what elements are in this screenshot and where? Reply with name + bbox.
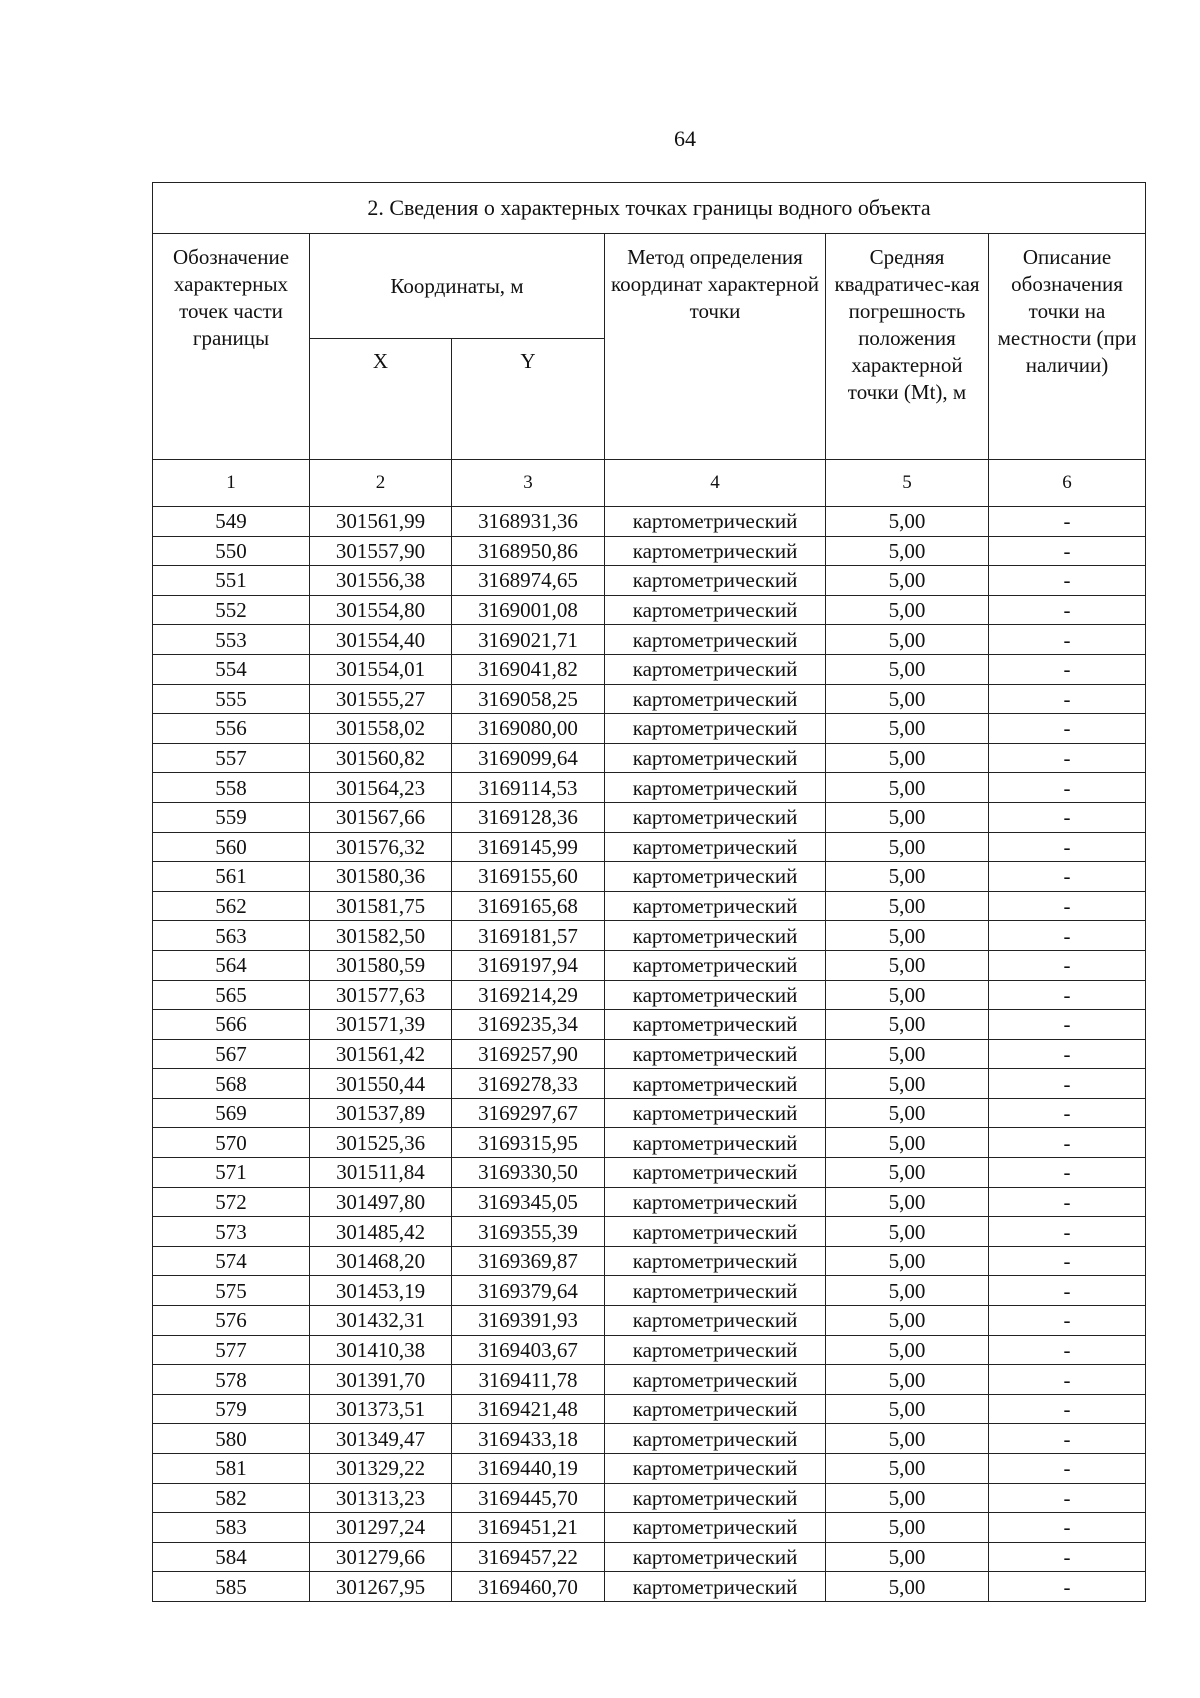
column-number: 3 [452,460,605,507]
cell-x: 301373,51 [310,1394,452,1424]
cell-point: 566 [153,1010,310,1040]
cell-y: 3169391,93 [452,1306,605,1336]
cell-method: картометрический [605,654,826,684]
cell-description: - [989,1039,1146,1069]
cell-method: картометрический [605,507,826,537]
cell-error: 5,00 [826,980,989,1010]
cell-error: 5,00 [826,1483,989,1513]
cell-method: картометрический [605,1424,826,1454]
cell-point: 572 [153,1187,310,1217]
table-row [153,654,1146,684]
cell-y: 3169330,50 [452,1158,605,1188]
cell-x: 301349,47 [310,1424,452,1454]
table-row [153,507,1146,537]
cell-x: 301267,95 [310,1572,452,1602]
cell-method: картометрический [605,832,826,862]
cell-description: - [989,1542,1146,1572]
table-row [153,921,1146,951]
header-method: Метод определения координат характерной точки [605,234,826,460]
cell-error: 5,00 [826,1365,989,1395]
cell-error: 5,00 [826,507,989,537]
cell-description: - [989,1098,1146,1128]
cell-description: - [989,862,1146,892]
table-row [153,1187,1146,1217]
table-row [153,1276,1146,1306]
cell-y: 3169021,71 [452,625,605,655]
cell-x: 301567,66 [310,802,452,832]
cell-x: 301550,44 [310,1069,452,1099]
cell-x: 301560,82 [310,743,452,773]
cell-y: 3169128,36 [452,802,605,832]
cell-y: 3168950,86 [452,536,605,566]
cell-y: 3169345,05 [452,1187,605,1217]
cell-x: 301561,42 [310,1039,452,1069]
cell-point: 575 [153,1276,310,1306]
cell-point: 563 [153,921,310,951]
table-row [153,1158,1146,1188]
cell-error: 5,00 [826,1424,989,1454]
table-row [153,1483,1146,1513]
table-row [153,950,1146,980]
cell-point: 581 [153,1454,310,1484]
cell-x: 301571,39 [310,1010,452,1040]
table-row [153,536,1146,566]
cell-y: 3169145,99 [452,832,605,862]
cell-y: 3169369,87 [452,1246,605,1276]
cell-point: 551 [153,566,310,596]
cell-x: 301453,19 [310,1276,452,1306]
cell-description: - [989,1335,1146,1365]
cell-y: 3169355,39 [452,1217,605,1247]
cell-method: картометрический [605,1276,826,1306]
table-row [153,832,1146,862]
column-number: 2 [310,460,452,507]
column-number: 1 [153,460,310,507]
cell-x: 301391,70 [310,1365,452,1395]
cell-point: 560 [153,832,310,862]
cell-point: 567 [153,1039,310,1069]
cell-error: 5,00 [826,1010,989,1040]
cell-point: 565 [153,980,310,1010]
cell-y: 3169315,95 [452,1128,605,1158]
cell-point: 564 [153,950,310,980]
cell-error: 5,00 [826,773,989,803]
cell-y: 3169197,94 [452,950,605,980]
cell-x: 301576,32 [310,832,452,862]
cell-error: 5,00 [826,1039,989,1069]
table-body [153,507,1146,1602]
cell-error: 5,00 [826,1335,989,1365]
cell-description: - [989,536,1146,566]
cell-method: картометрический [605,773,826,803]
cell-x: 301581,75 [310,891,452,921]
cell-method: картометрический [605,684,826,714]
cell-method: картометрический [605,1306,826,1336]
cell-point: 558 [153,773,310,803]
cell-point: 573 [153,1217,310,1247]
cell-x: 301525,36 [310,1128,452,1158]
cell-description: - [989,1128,1146,1158]
cell-x: 301582,50 [310,921,452,951]
cell-point: 568 [153,1069,310,1099]
cell-point: 576 [153,1306,310,1336]
cell-y: 3169379,64 [452,1276,605,1306]
cell-x: 301313,23 [310,1483,452,1513]
cell-x: 301279,66 [310,1542,452,1572]
cell-error: 5,00 [826,654,989,684]
cell-method: картометрический [605,1069,826,1099]
cell-point: 554 [153,654,310,684]
page-number: 64 [674,126,696,151]
cell-error: 5,00 [826,1158,989,1188]
cell-x: 301554,40 [310,625,452,655]
table-row [153,1542,1146,1572]
table-row [153,1069,1146,1099]
cell-x: 301485,42 [310,1217,452,1247]
cell-error: 5,00 [826,950,989,980]
cell-error: 5,00 [826,1098,989,1128]
cell-description: - [989,625,1146,655]
cell-y: 3169041,82 [452,654,605,684]
cell-description: - [989,595,1146,625]
cell-error: 5,00 [826,595,989,625]
cell-point: 585 [153,1572,310,1602]
cell-description: - [989,1365,1146,1395]
cell-method: картометрический [605,1572,826,1602]
table-row [153,1010,1146,1040]
cell-y: 3169235,34 [452,1010,605,1040]
table-row [153,1513,1146,1543]
cell-description: - [989,1069,1146,1099]
cell-error: 5,00 [826,891,989,921]
cell-method: картометрический [605,595,826,625]
cell-point: 574 [153,1246,310,1276]
table-title: 2. Сведения о характерных точках границы водного объекта [153,183,1146,234]
cell-method: картометрический [605,1128,826,1158]
cell-description: - [989,1217,1146,1247]
cell-description: - [989,1424,1146,1454]
cell-point: 579 [153,1394,310,1424]
cell-x: 301555,27 [310,684,452,714]
cell-method: картометрический [605,802,826,832]
cell-error: 5,00 [826,1069,989,1099]
table-row [153,891,1146,921]
cell-y: 3169114,53 [452,773,605,803]
cell-method: картометрический [605,1513,826,1543]
cell-point: 549 [153,507,310,537]
cell-error: 5,00 [826,1128,989,1158]
cell-x: 301557,90 [310,536,452,566]
cell-error: 5,00 [826,1217,989,1247]
cell-x: 301468,20 [310,1246,452,1276]
cell-point: 584 [153,1542,310,1572]
cell-description: - [989,1306,1146,1336]
table-row [153,1246,1146,1276]
cell-x: 301537,89 [310,1098,452,1128]
cell-error: 5,00 [826,743,989,773]
cell-point: 582 [153,1483,310,1513]
cell-x: 301554,01 [310,654,452,684]
cell-y: 3169445,70 [452,1483,605,1513]
cell-x: 301580,59 [310,950,452,980]
cell-y: 3169181,57 [452,921,605,951]
cell-y: 3169278,33 [452,1069,605,1099]
cell-error: 5,00 [826,1394,989,1424]
cell-point: 569 [153,1098,310,1128]
column-numbers-row [153,460,1146,507]
cell-point: 550 [153,536,310,566]
cell-x: 301554,80 [310,595,452,625]
column-number: 5 [826,460,989,507]
cell-error: 5,00 [826,1306,989,1336]
cell-point: 571 [153,1158,310,1188]
cell-method: картометрический [605,980,826,1010]
cell-method: картометрический [605,1365,826,1395]
cell-error: 5,00 [826,1276,989,1306]
table-row [153,1424,1146,1454]
cell-y: 3169421,48 [452,1394,605,1424]
cell-point: 559 [153,802,310,832]
cell-error: 5,00 [826,1542,989,1572]
cell-method: картометрический [605,625,826,655]
cell-y: 3169411,78 [452,1365,605,1395]
table-row [153,1394,1146,1424]
cell-method: картометрический [605,1394,826,1424]
cell-method: картометрический [605,743,826,773]
cell-error: 5,00 [826,536,989,566]
cell-y: 3169451,21 [452,1513,605,1543]
cell-description: - [989,1187,1146,1217]
cell-method: картометрический [605,536,826,566]
cell-method: картометрический [605,714,826,744]
cell-point: 555 [153,684,310,714]
cell-method: картометрический [605,1098,826,1128]
cell-x: 301297,24 [310,1513,452,1543]
table-row [153,1217,1146,1247]
table-row [153,743,1146,773]
cell-method: картометрический [605,921,826,951]
cell-error: 5,00 [826,714,989,744]
header-error: Средняя квадратичес-кая погрешность положения характерной точки (Mt), м [826,234,989,460]
cell-description: - [989,1158,1146,1188]
cell-description: - [989,1572,1146,1602]
cell-method: картометрический [605,566,826,596]
cell-description: - [989,1394,1146,1424]
table-row [153,980,1146,1010]
cell-method: картометрический [605,1483,826,1513]
cell-description: - [989,743,1146,773]
cell-y: 3169080,00 [452,714,605,744]
cell-method: картометрический [605,950,826,980]
cell-error: 5,00 [826,566,989,596]
table-row [153,625,1146,655]
cell-description: - [989,507,1146,537]
cell-description: - [989,1513,1146,1543]
table-row [153,684,1146,714]
cell-x: 301564,23 [310,773,452,803]
cell-x: 301558,02 [310,714,452,744]
table-row [153,714,1146,744]
cell-error: 5,00 [826,832,989,862]
cell-description: - [989,802,1146,832]
table-row [153,1572,1146,1602]
cell-error: 5,00 [826,1454,989,1484]
table-row [153,862,1146,892]
cell-y: 3168931,36 [452,507,605,537]
cell-description: - [989,654,1146,684]
cell-method: картометрический [605,1542,826,1572]
cell-y: 3169058,25 [452,684,605,714]
cell-x: 301561,99 [310,507,452,537]
cell-y: 3169433,18 [452,1424,605,1454]
cell-method: картометрический [605,862,826,892]
cell-error: 5,00 [826,1187,989,1217]
column-number: 6 [989,460,1146,507]
table-row [153,802,1146,832]
cell-description: - [989,921,1146,951]
cell-x: 301577,63 [310,980,452,1010]
table-row [153,1039,1146,1069]
cell-x: 301432,31 [310,1306,452,1336]
cell-point: 561 [153,862,310,892]
cell-error: 5,00 [826,1246,989,1276]
column-number: 4 [605,460,826,507]
cell-y: 3169440,19 [452,1454,605,1484]
header-point: Обозначение характерных точек части границы [153,234,310,460]
cell-y: 3169165,68 [452,891,605,921]
cell-description: - [989,684,1146,714]
cell-point: 578 [153,1365,310,1395]
cell-description: - [989,1276,1146,1306]
cell-method: картометрический [605,1158,826,1188]
header-description: Описание обозначения точки на местности (при наличии) [989,234,1146,460]
cell-x: 301329,22 [310,1454,452,1484]
cell-point: 556 [153,714,310,744]
cell-method: картометрический [605,1217,826,1247]
header-coordinates: Координаты, м [310,234,605,339]
table-row [153,566,1146,596]
cell-error: 5,00 [826,1572,989,1602]
cell-y: 3168974,65 [452,566,605,596]
cell-description: - [989,714,1146,744]
cell-x: 301410,38 [310,1335,452,1365]
cell-x: 301511,84 [310,1158,452,1188]
cell-x: 301497,80 [310,1187,452,1217]
header-y: Y [452,339,605,460]
cell-point: 570 [153,1128,310,1158]
table-row [153,1335,1146,1365]
table-row [153,1306,1146,1336]
cell-point: 553 [153,625,310,655]
cell-description: - [989,980,1146,1010]
cell-y: 3169257,90 [452,1039,605,1069]
cell-method: картометрический [605,1454,826,1484]
cell-method: картометрический [605,1039,826,1069]
table-row [153,1098,1146,1128]
cell-point: 557 [153,743,310,773]
cell-error: 5,00 [826,802,989,832]
cell-y: 3169001,08 [452,595,605,625]
cell-error: 5,00 [826,1513,989,1543]
table-row [153,1128,1146,1158]
cell-description: - [989,1483,1146,1513]
table-row [153,1365,1146,1395]
cell-description: - [989,891,1146,921]
cell-description: - [989,566,1146,596]
cell-description: - [989,1454,1146,1484]
cell-description: - [989,950,1146,980]
cell-y: 3169460,70 [452,1572,605,1602]
cell-point: 577 [153,1335,310,1365]
cell-y: 3169099,64 [452,743,605,773]
cell-point: 562 [153,891,310,921]
cell-error: 5,00 [826,684,989,714]
cell-error: 5,00 [826,625,989,655]
cell-error: 5,00 [826,862,989,892]
cell-method: картометрический [605,1010,826,1040]
table-row [153,595,1146,625]
cell-point: 583 [153,1513,310,1543]
cell-description: - [989,832,1146,862]
cell-error: 5,00 [826,921,989,951]
boundary-points-table [152,182,1146,1602]
cell-x: 301556,38 [310,566,452,596]
cell-y: 3169214,29 [452,980,605,1010]
table-row [153,1454,1146,1484]
cell-point: 580 [153,1424,310,1454]
cell-description: - [989,773,1146,803]
cell-point: 552 [153,595,310,625]
cell-method: картометрический [605,891,826,921]
cell-description: - [989,1246,1146,1276]
cell-method: картометрический [605,1187,826,1217]
cell-y: 3169403,67 [452,1335,605,1365]
cell-y: 3169297,67 [452,1098,605,1128]
cell-x: 301580,36 [310,862,452,892]
cell-y: 3169457,22 [452,1542,605,1572]
cell-y: 3169155,60 [452,862,605,892]
header-x: X [310,339,452,460]
table-row [153,773,1146,803]
cell-method: картометрический [605,1246,826,1276]
cell-description: - [989,1010,1146,1040]
cell-method: картометрический [605,1335,826,1365]
